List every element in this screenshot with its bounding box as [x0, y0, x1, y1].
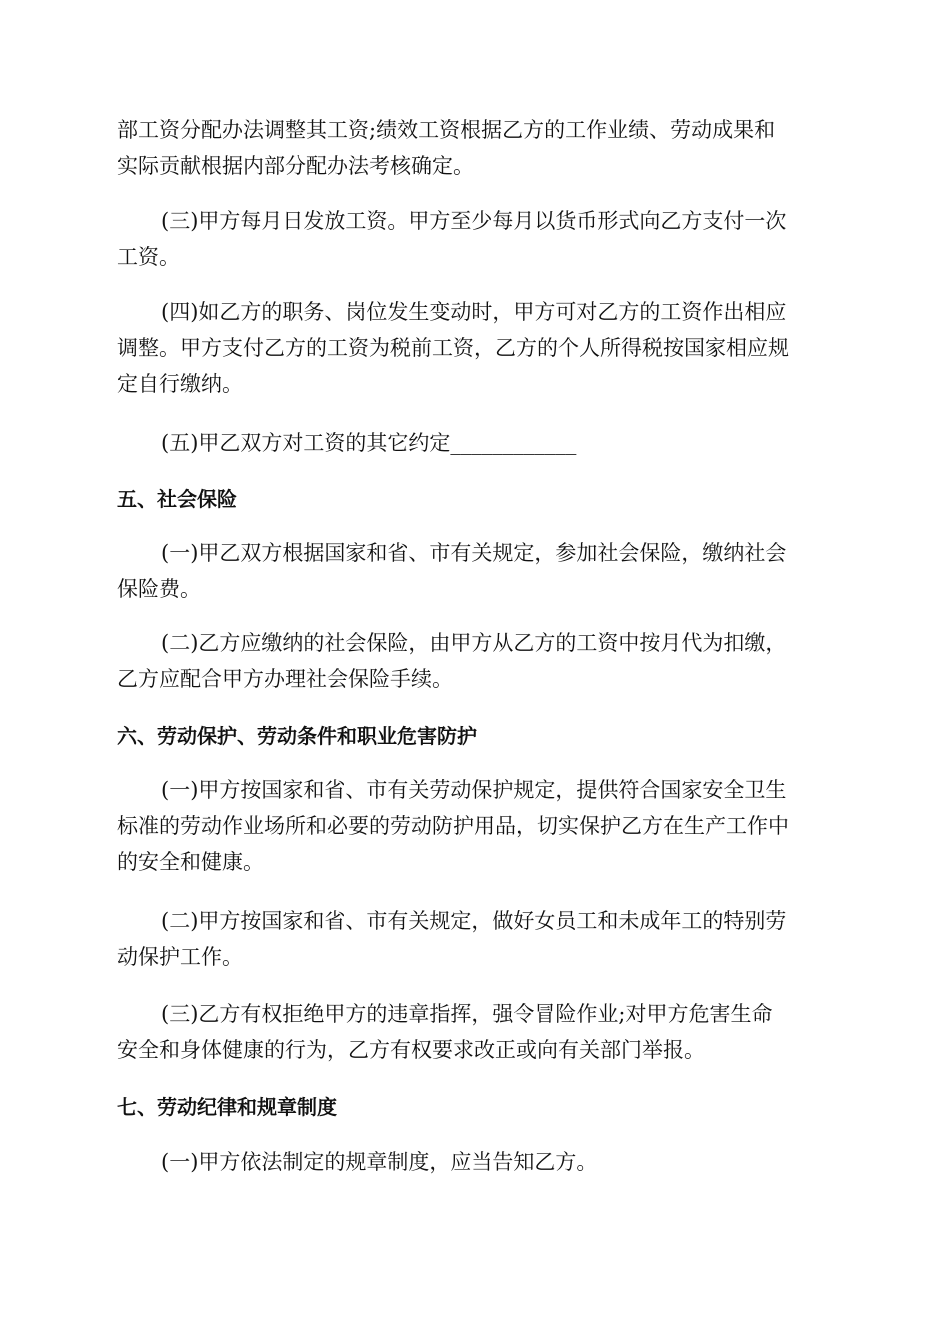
text-line: (一)甲方按国家和省、市有关劳动保护规定，提供符合国家安全卫生: [161, 778, 787, 802]
text-line: (三)甲方每月日发放工资。甲方至少每月以货币形式向乙方支付一次: [161, 209, 787, 233]
section-heading-social-insurance: [117, 481, 833, 517]
section-heading: 六、劳动保护、劳动条件和职业危害防护: [117, 724, 477, 748]
paragraph-s6-1: [117, 772, 833, 880]
text-line: (四)如乙方的职务、岗位发生变动时，甲方可对乙方的工资作出相应: [161, 300, 787, 324]
paragraph-wage-5: [117, 425, 833, 461]
text-line: (一)甲方依法制定的规章制度，应当告知乙方。: [161, 1150, 598, 1174]
text-line: 的安全和健康。: [117, 850, 264, 874]
section-heading: 五、社会保险: [117, 487, 237, 511]
text-line: 动保护工作。: [117, 945, 243, 969]
text-line: 工资。: [117, 245, 180, 269]
section-heading-labor-discipline: [117, 1089, 833, 1125]
text-line: 安全和身体健康的行为，乙方有权要求改正或向有关部门举报。: [117, 1038, 705, 1062]
text-line: (二)乙方应缴纳的社会保险，由甲方从乙方的工资中按月代为扣缴，: [161, 631, 787, 655]
paragraph-wage-3: [117, 203, 833, 275]
section-heading-labor-protection: [117, 718, 833, 754]
text-line: 部工资分配办法调整其工资;绩效工资根据乙方的工作业绩、劳动成果和: [117, 118, 776, 142]
paragraph-s6-2: [117, 903, 833, 975]
paragraph-s6-3: [117, 996, 833, 1068]
text-line: (二)甲方按国家和省、市有关规定，做好女员工和未成年工的特别劳: [161, 909, 787, 933]
text-line: 实际贡献根据内部分配办法考核确定。: [117, 154, 474, 178]
text-line: (五)甲乙双方对工资的其它约定____________: [161, 431, 577, 455]
paragraph-s5-2: [117, 625, 833, 697]
text-line: 标准的劳动作业场所和必要的劳动防护用品，切实保护乙方在生产工作中: [117, 814, 789, 838]
section-heading: 七、劳动纪律和规章制度: [117, 1095, 337, 1119]
paragraph-s5-1: [117, 535, 833, 607]
text-line: (一)甲乙双方根据国家和省、市有关规定，参加社会保险，缴纳社会: [161, 541, 787, 565]
text-line: 定自行缴纳。: [117, 372, 243, 396]
paragraph-s7-1: [117, 1144, 833, 1180]
paragraph-wage-intro: [117, 112, 833, 184]
text-line: 调整。甲方支付乙方的工资为税前工资，乙方的个人所得税按国家相应规: [117, 336, 789, 360]
text-line: (三)乙方有权拒绝甲方的违章指挥，强令冒险作业;对甲方危害生命: [161, 1002, 773, 1026]
text-line: 乙方应配合甲方办理社会保险手续。: [117, 667, 453, 691]
paragraph-wage-4: [117, 294, 833, 402]
text-line: 保险费。: [117, 577, 201, 601]
